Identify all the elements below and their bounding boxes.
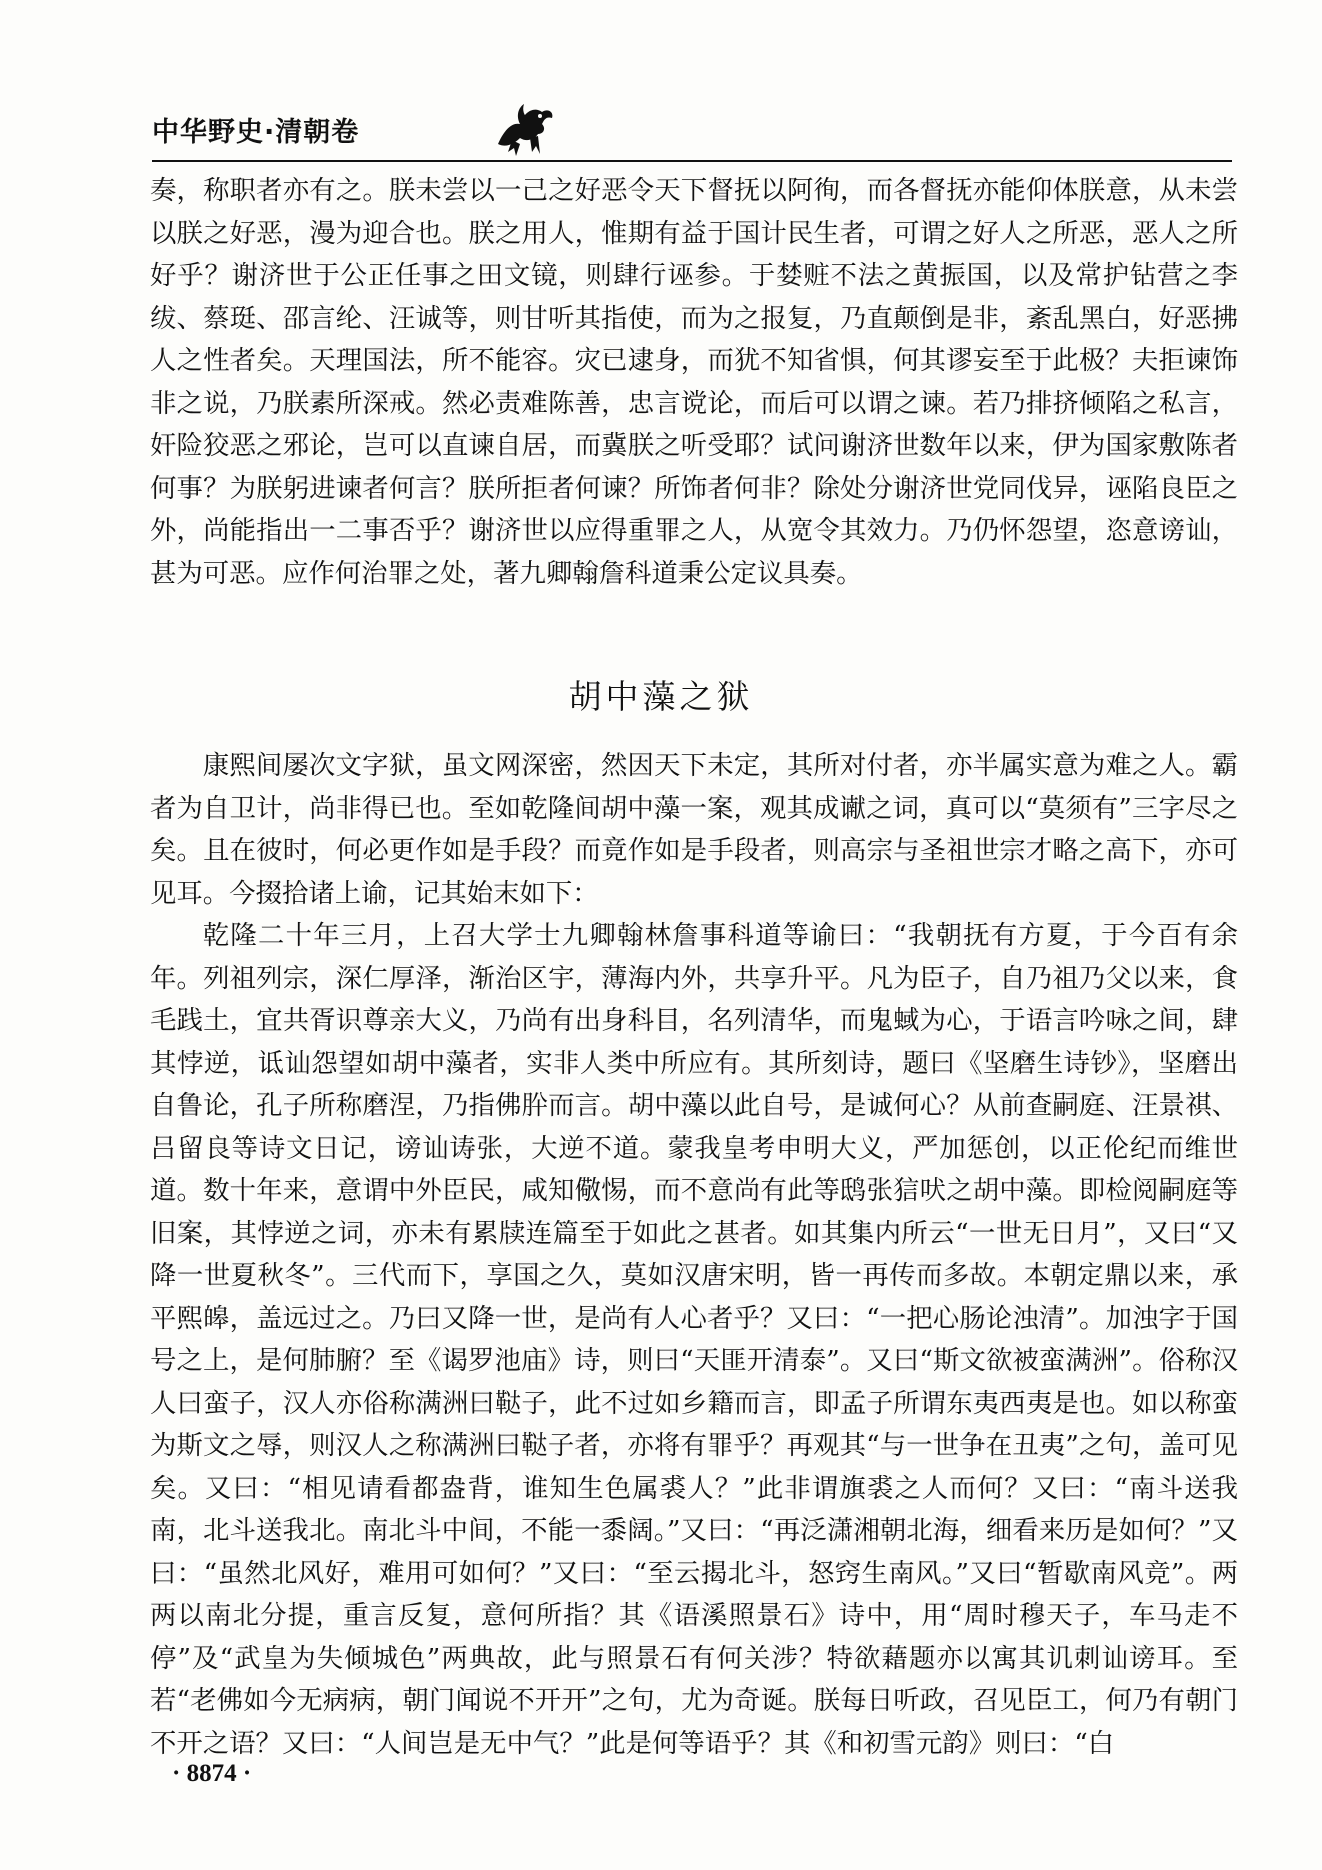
running-header	[152, 110, 1232, 162]
page-number: · 8874 ·	[172, 1760, 252, 1787]
book-title: 中华野史·清朝卷	[152, 117, 360, 148]
dragon-emblem-icon	[490, 100, 560, 160]
paragraph: 奏，称职者亦有之。朕未尝以一己之好恶令天下督抚以阿徇，而各督抚亦能仰体朕意，从未尝以朕之好恶，漫为迎合也。朕之用人，惟期有益于国计民生者，可谓之好人之所恶，恶人之所好乎？谢济世于公正任事之田文镜，则肆行诬参。于婪赃不法之黄振国，以及常护钻营之李绂、蔡珽、邵言纶、汪诚等，则甘听其指使，而为之报复，乃直颠倒是非，紊乱黑白，好恶拂人之性者矣。天理国法，所不能容。灾已逮身，而犹不知省惧，何其谬妄至于此极？夫拒谏饰非之说，乃朕素所深戒。然必责难陈善，忠言谠论，而后可以谓之谏。若乃排挤倾陷之私言，奸险狡恶之邪论，岂可以直谏自居，而冀朕之听受耶？试问谢济世数年以来，伊为国家敷陈者何事？为朕躬进谏者何言？朕所拒者何谏？所饰者何非？除处分谢济世党同伐异，诬陷良臣之外，尚能指出一二事否乎？谢济世以应得重罪之人，从宽令其效力。乃仍怀怨望，恣意谤讪，甚为可恶。应作何治罪之处，著九卿翰詹科道秉公定议具奏。	[150, 175, 1238, 589]
header-rule	[152, 160, 1232, 162]
continued-text	[150, 170, 1238, 595]
paragraph: 乾隆二十年三月，上召大学士九卿翰林詹事科道等谕曰：“我朝抚有方夏，于今百有余年。列祖列宗，深仁厚泽，渐治区宇，薄海内外，共享升平。凡为臣子，自乃祖乃父以来，食毛践土，宜共胥识尊亲大义，乃尚有出身科目，名列清华，而鬼蜮为心，于语言吟咏之间，肆其悖逆，诋讪怨望如胡中藻者，实非人类中所应有。其所刻诗，题曰《坚磨生诗钞》，坚磨出自鲁论，孔子所称磨涅，乃指佛肸而言。胡中藻以此自号，是诚何心？从前查嗣庭、汪景祺、吕留良等诗文日记，谤讪诪张，大逆不道。蒙我皇考申明大义，严加惩创，以正伦纪而维世道。数十年来，意谓中外臣民，咸知儆惕，而不意尚有此等鸱张狺吠之胡中藻。即检阅嗣庭等旧案，其悖逆之词，亦未有累牍连篇至于如此之甚者。如其集内所云“一世无日月”，又曰“又降一世夏秋冬”。三代而下，享国之久，莫如汉唐宋明，皆一再传而多故。本朝定鼎以来，承平熙皞，盖远过之。乃曰又降一世，是尚有人心者乎？又曰：“一把心肠论浊清”。加浊字于国号之上，是何肺腑？至《谒罗池庙》诗，则曰“天匪开清泰”。又曰“斯文欲被蛮满洲”。俗称汉人曰蛮子，汉人亦俗称满洲曰鞑子，此不过如乡籍而言，即孟子所谓东夷西夷是也。如以称蛮为斯文之辱，则汉人之称满洲曰鞑子者，亦将有罪乎？再观其“与一世争在丑夷”之句，盖可见矣。又曰：“相见请看都盎背，谁知生色属裘人？”此非谓旗裘之人而何？又曰：“南斗送我南，北斗送我北。南北斗中间，不能一黍阔。”又曰：“再泛潇湘朝北海，细看来历是如何？”又曰：“虽然北风好，难用可如何？”又曰：“至云揭北斗，怒窍生南风。”又曰“暂歇南风竞”。两两以南北分提，重言反复，意何所指？其《语溪照景石》诗中，用“周时穆天子，车马走不停”及“武皇为失倾城色”两典故，此与照景石有何关涉？特欲藉题亦以寓其讥刺讪谤耳。至若“老佛如今无病病，朝门闻说不开开”之句，尤为奇诞。朕每日听政，召见臣工，何乃有朝门不开之语？又曰：“人间岂是无中气？”此是何等语乎？其《和初雪元韵》则曰：“白	[150, 920, 1238, 1759]
section-body	[150, 745, 1238, 1765]
paragraph: 康熙间屡次文字狱，虽文网深密，然因天下未定，其所对付者，亦半属实意为难之人。霸者为自卫计，尚非得已也。至如乾隆间胡中藻一案，观其成谳之词，真可以“莫须有”三字尽之矣。且在彼时，何必更作如是手段？而竟作如是手段者，则高宗与圣祖世宗才略之高下，亦可见耳。今掇拾诸上谕，记其始末如下：	[150, 750, 1238, 909]
section-title: 胡中藻之狱	[568, 677, 754, 716]
